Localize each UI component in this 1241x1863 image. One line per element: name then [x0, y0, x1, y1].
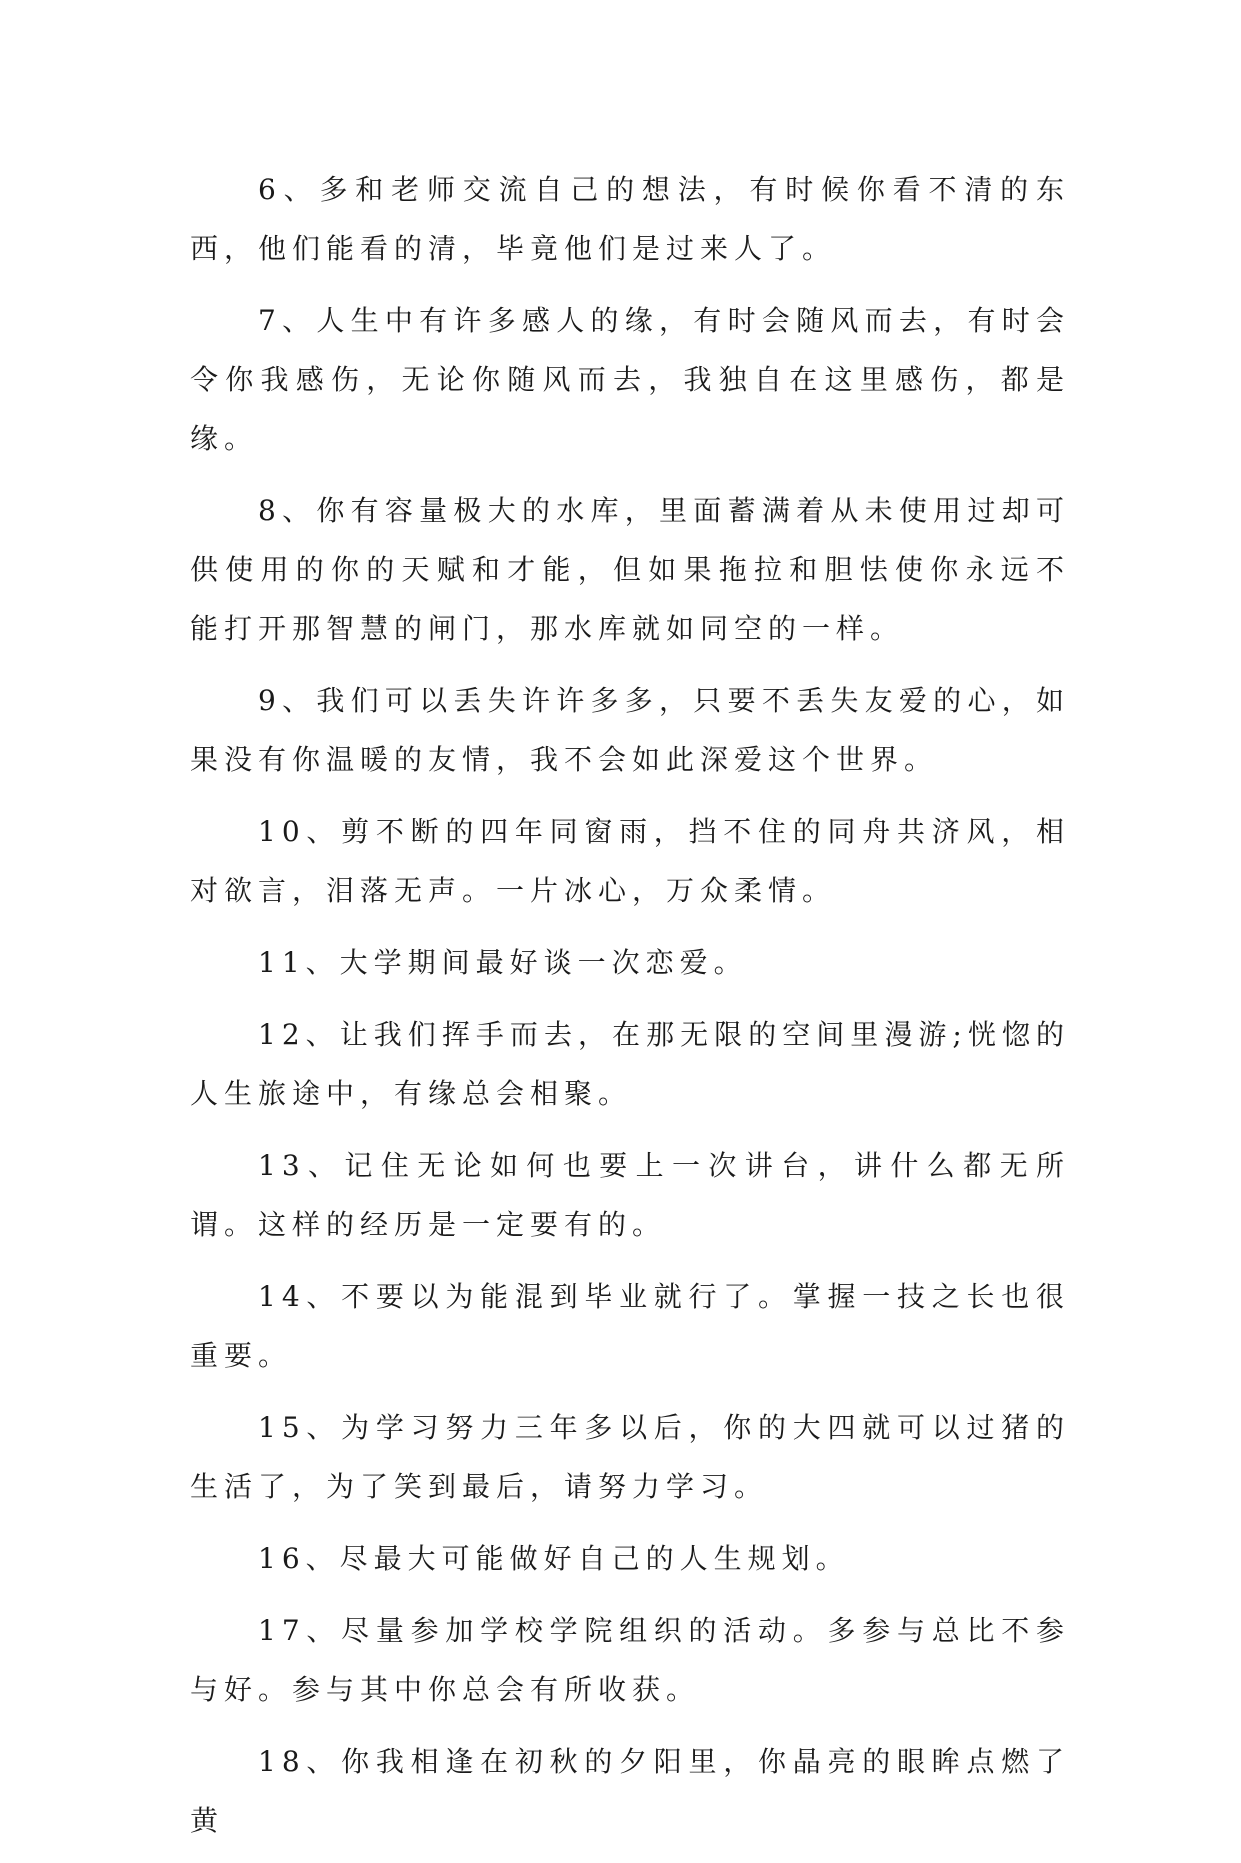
paragraph-15: 15、为学习努力三年多以后，你的大四就可以过猪的生活了，为了笑到最后，请努力学习。: [190, 1411, 1070, 1503]
paragraph-11: 11、大学期间最好谈一次恋爱。: [258, 946, 748, 979]
paragraph-16: 16、尽最大可能做好自己的人生规划。: [258, 1542, 850, 1575]
paragraph-9: 9、我们可以丢失许许多多，只要不丢失友爱的心，如果没有你温暖的友情，我不会如此深爱这个世界。: [190, 684, 1070, 776]
paragraph-17: 17、尽量参加学校学院组织的活动。多参与总比不参与好。参与其中你总会有所收获。: [190, 1614, 1070, 1706]
paragraph-18: 18、你我相逢在初秋的夕阳里，你晶亮的眼眸点燃了黄: [190, 1745, 1070, 1837]
paragraph-6: 6、多和老师交流自己的想法，有时候你看不清的东西，他们能看的清，毕竟他们是过来人了。: [190, 173, 1070, 265]
paragraph-8: 8、你有容量极大的水库，里面蓄满着从未使用过却可供使用的你的天赋和才能，但如果拖拉和胆怯使你永远不能打开那智慧的闸门，那水库就如同空的一样。: [190, 494, 1070, 645]
paragraph-10: 10、剪不断的四年同窗雨，挡不住的同舟共济风，相对欲言，泪落无声。一片冰心，万众柔情。: [190, 815, 1070, 907]
paragraph-13: 13、记住无论如何也要上一次讲台，讲什么都无所谓。这样的经历是一定要有的。: [190, 1149, 1070, 1241]
paragraph-12: 12、让我们挥手而去，在那无限的空间里漫游;恍惚的人生旅途中，有缘总会相聚。: [190, 1018, 1070, 1110]
paragraph-14: 14、不要以为能混到毕业就行了。掌握一技之长也很重要。: [190, 1280, 1070, 1372]
document-body: [190, 160, 1070, 1863]
paragraph-7: 7、人生中有许多感人的缘，有时会随风而去，有时会令你我感伤，无论你随风而去，我独自在这里感伤，都是缘。: [190, 304, 1070, 455]
